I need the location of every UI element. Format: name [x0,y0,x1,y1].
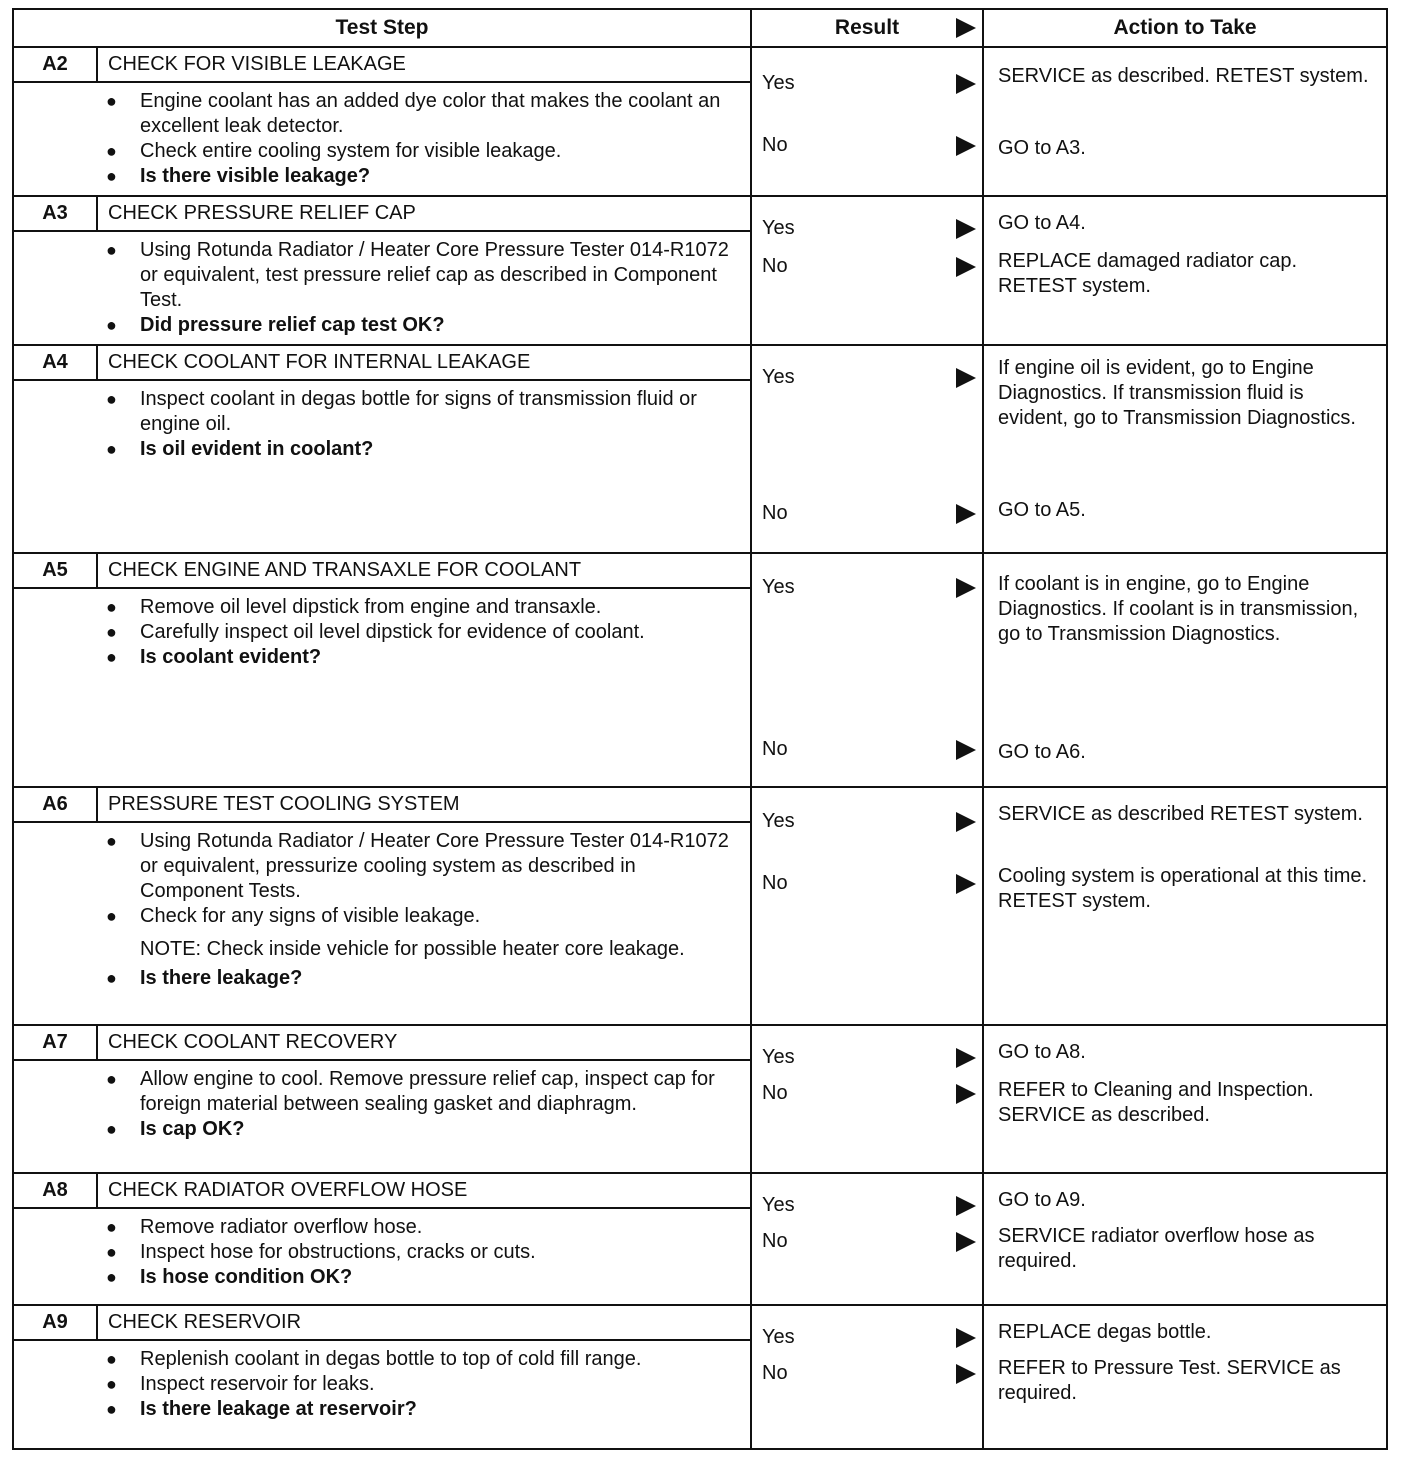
step-item [106,1397,740,1422]
result-box [752,1026,982,1172]
step-item-text: Is there leakage at reservoir? [140,1398,417,1420]
header-action: Action to Take [983,9,1387,47]
step-inner [14,197,750,344]
step-code: A9 [14,1306,98,1341]
action-text: REPLACE degas bottle. [998,1321,1212,1343]
step-item [106,1240,740,1265]
action-box [984,48,1386,194]
bullet-icon: ● [106,439,117,459]
bullet-icon: ● [106,141,117,161]
step-inner [14,1174,750,1296]
result-label: Yes [762,1326,795,1348]
arrow-icon [956,1196,976,1216]
result-label: Yes [762,72,795,94]
test-step-cell [13,345,751,553]
bullet-icon: ● [106,91,117,111]
result-label: No [762,134,788,156]
step-item [106,966,740,991]
result-line [762,1194,976,1217]
step-items [98,232,750,344]
result-line [762,1362,976,1385]
action-cell [983,196,1387,345]
arrow-icon [956,1048,976,1068]
bullet-icon: ● [106,1374,117,1394]
step-item [106,1265,740,1290]
action-box [984,197,1386,343]
test-step-cell [13,1173,751,1305]
result-label: No [762,255,788,277]
step-title: CHECK FOR VISIBLE LEAKAGE [98,48,750,83]
result-box [752,197,982,343]
step-item-text: Did pressure relief cap test OK? [140,314,445,336]
test-step-cell [13,196,751,345]
result-line [762,217,976,240]
result-cell [751,1173,983,1305]
step-code: A7 [14,1026,98,1061]
action-text: SERVICE as described. RETEST system. [998,65,1369,87]
step-item [106,89,740,139]
step-item [106,1117,740,1142]
action-text: If engine oil is evident, go to Engine Diagnostics. If transmission fluid is evident, go to Transmission Diagnostics. [998,357,1356,429]
step-item-text: Is cap OK? [140,1118,245,1140]
test-step-row [13,1173,1387,1305]
arrow-icon [956,257,976,277]
result-cell [751,1305,983,1449]
step-item-text: Check for any signs of visible leakage. [140,905,481,927]
step-items [98,381,750,468]
action-cell [983,1025,1387,1173]
step-item-text: Is there leakage? [140,967,303,989]
test-step-row [13,553,1387,787]
step-item [106,1372,740,1397]
step-item-text: Engine coolant has an added dye color that makes the coolant an excellent leak detector. [140,90,721,137]
step-note: NOTE: Check inside vehicle for possible heater core leakage. [140,938,685,960]
diagnostic-table-sheet [12,8,1386,1450]
result-label: Yes [762,1046,795,1068]
action-text: GO to A5. [998,499,1086,521]
step-title: PRESSURE TEST COOLING SYSTEM [98,788,750,823]
result-cell [751,787,983,1025]
result-box [752,1306,982,1448]
step-items [98,83,750,195]
action-box [984,1306,1386,1448]
action-text: GO to A4. [998,212,1086,234]
result-line [762,72,976,95]
step-item [106,139,740,164]
bullet-icon: ● [106,240,117,260]
bullet-icon: ● [106,389,117,409]
result-line [762,1082,976,1105]
step-item [106,595,740,620]
step-item-text: Check entire cooling system for visible leakage. [140,140,562,162]
test-step-row [13,787,1387,1025]
result-line [762,502,976,525]
bullet-icon: ● [106,968,117,988]
action-text: REFER to Cleaning and Inspection. SERVICE as described. [998,1079,1314,1126]
arrow-icon [956,219,976,239]
step-item-text: Is coolant evident? [140,646,322,668]
action-box [984,1026,1386,1172]
result-label: No [762,738,788,760]
step-item-text: Remove oil level dipstick from engine and transaxle. [140,596,602,618]
step-item [106,1067,740,1117]
step-item [106,620,740,645]
result-line [762,576,976,599]
action-cell [983,47,1387,196]
test-step-cell [13,787,751,1025]
step-item [106,829,740,904]
result-label: Yes [762,576,795,598]
step-item [106,437,740,462]
action-text: GO to A9. [998,1189,1086,1211]
action-text: GO to A8. [998,1041,1086,1063]
result-label: No [762,1082,788,1104]
header-test-step: Test Step [13,9,751,47]
bullet-icon: ● [106,906,117,926]
step-items [98,589,750,676]
action-box [984,554,1386,786]
header-row [13,9,1387,47]
step-item [106,645,740,670]
step-code: A6 [14,788,98,823]
test-step-cell [13,1305,751,1449]
action-cell [983,787,1387,1025]
action-text: SERVICE as described RETEST system. [998,803,1363,825]
step-item-text: Replenish coolant in degas bottle to top of cold fill range. [140,1348,642,1370]
arrow-icon [956,368,976,388]
arrow-icon [956,1084,976,1104]
bullet-icon: ● [106,1242,117,1262]
step-item-text: Inspect hose for obstructions, cracks or cuts. [140,1241,536,1263]
test-step-cell [13,1025,751,1173]
action-text: SERVICE radiator overflow hose as required. [998,1225,1315,1272]
result-box [752,554,982,786]
arrow-icon [956,18,976,38]
result-box [752,788,982,1024]
step-items [98,1341,750,1428]
arrow-icon [956,1364,976,1384]
result-label: Yes [762,366,795,388]
arrow-icon [956,812,976,832]
result-line [762,255,976,278]
step-items [98,823,750,997]
result-cell [751,47,983,196]
result-box [752,1174,982,1304]
test-step-cell [13,47,751,196]
step-item-text: Inspect coolant in degas bottle for signs of transmission fluid or engine oil. [140,388,697,435]
arrow-icon [956,578,976,598]
action-text: Cooling system is operational at this time. RETEST system. [998,865,1368,912]
action-text: REPLACE damaged radiator cap. RETEST system. [998,250,1298,297]
result-line [762,738,976,761]
result-label: No [762,872,788,894]
step-item [106,1347,740,1372]
bullet-icon: ● [106,1399,117,1419]
step-code: A2 [14,48,98,83]
step-inner [14,554,750,676]
bullet-icon: ● [106,647,117,667]
result-line [762,366,976,389]
step-item-text: Is oil evident in coolant? [140,438,374,460]
bullet-icon: ● [106,1267,117,1287]
result-line [762,1230,976,1253]
arrow-icon [956,1232,976,1252]
result-label: Yes [762,810,795,832]
result-cell [751,1025,983,1173]
step-inner [14,1026,750,1148]
result-label: No [762,502,788,524]
action-cell [983,1305,1387,1449]
result-line [762,810,976,833]
bullet-icon: ● [106,1217,117,1237]
result-box [752,48,982,194]
step-item [106,387,740,437]
bullet-icon: ● [106,1069,117,1089]
result-label: Yes [762,1194,795,1216]
step-title: CHECK COOLANT RECOVERY [98,1026,750,1061]
test-step-row [13,1025,1387,1173]
test-step-cell [13,553,751,787]
bullet-icon: ● [106,1119,117,1139]
step-item-text: Remove radiator overflow hose. [140,1216,423,1238]
bullet-icon: ● [106,315,117,335]
step-items [98,1061,750,1148]
step-inner [14,788,750,997]
action-cell [983,1173,1387,1305]
bullet-icon: ● [106,1349,117,1369]
action-text: GO to A6. [998,741,1086,763]
step-title: CHECK COOLANT FOR INTERNAL LEAKAGE [98,346,750,381]
result-line [762,1046,976,1069]
step-code: A5 [14,554,98,589]
step-item [106,164,740,189]
action-box [984,1174,1386,1304]
arrow-icon [956,1328,976,1348]
action-cell [983,345,1387,553]
result-cell [751,345,983,553]
arrow-icon [956,136,976,156]
header-result-cell [751,9,983,47]
step-item [106,313,740,338]
bullet-icon: ● [106,831,117,851]
action-box [984,788,1386,1024]
step-code: A4 [14,346,98,381]
step-item [106,904,740,929]
step-title: CHECK RADIATOR OVERFLOW HOSE [98,1174,750,1209]
arrow-icon [956,874,976,894]
result-label: Yes [762,217,795,239]
bullet-icon: ● [106,597,117,617]
result-box [752,346,982,552]
header-result: Result [834,16,900,39]
step-items [98,1209,750,1296]
bullet-icon: ● [106,622,117,642]
result-line [762,1326,976,1349]
test-step-row [13,1305,1387,1449]
arrow-icon [956,504,976,524]
step-item-text: Carefully inspect oil level dipstick for evidence of coolant. [140,621,645,643]
step-code: A3 [14,197,98,232]
step-inner [14,346,750,468]
step-item-text: Is hose condition OK? [140,1266,353,1288]
step-code: A8 [14,1174,98,1209]
result-label: No [762,1230,788,1252]
step-inner [14,48,750,195]
step-item-text: Using Rotunda Radiator / Heater Core Pressure Tester 014-R1072 or equivalent, pressurize cooling system as described in Component Tests. [140,830,729,902]
step-title: CHECK ENGINE AND TRANSAXLE FOR COOLANT [98,554,750,589]
step-item-text: Inspect reservoir for leaks. [140,1373,375,1395]
test-step-row [13,47,1387,196]
step-item-text: Using Rotunda Radiator / Heater Core Pressure Tester 014-R1072 or equivalent, test pressure relief cap as described in Component Test. [140,239,729,311]
step-item [106,238,740,313]
result-line [762,872,976,895]
step-item-text: Is there visible leakage? [140,165,371,187]
action-text: REFER to Pressure Test. SERVICE as required. [998,1357,1341,1404]
result-cell [751,553,983,787]
step-item-text: Allow engine to cool. Remove pressure relief cap, inspect cap for foreign material between sealing gasket and diaphragm. [140,1068,715,1115]
test-step-row [13,196,1387,345]
test-step-row [13,345,1387,553]
step-inner [14,1306,750,1428]
action-cell [983,553,1387,787]
arrow-icon [956,740,976,760]
result-label: No [762,1362,788,1384]
arrow-icon [956,74,976,94]
step-title: CHECK RESERVOIR [98,1306,750,1341]
action-text: GO to A3. [998,137,1086,159]
diagnostic-table [12,8,1388,1450]
action-text: If coolant is in engine, go to Engine Diagnostics. If coolant is in transmission, go to Transmission Diagnostics. [998,573,1359,645]
result-line [762,134,976,157]
result-cell [751,196,983,345]
step-item [106,1215,740,1240]
action-box [984,346,1386,552]
step-title: CHECK PRESSURE RELIEF CAP [98,197,750,232]
bullet-icon: ● [106,166,117,186]
